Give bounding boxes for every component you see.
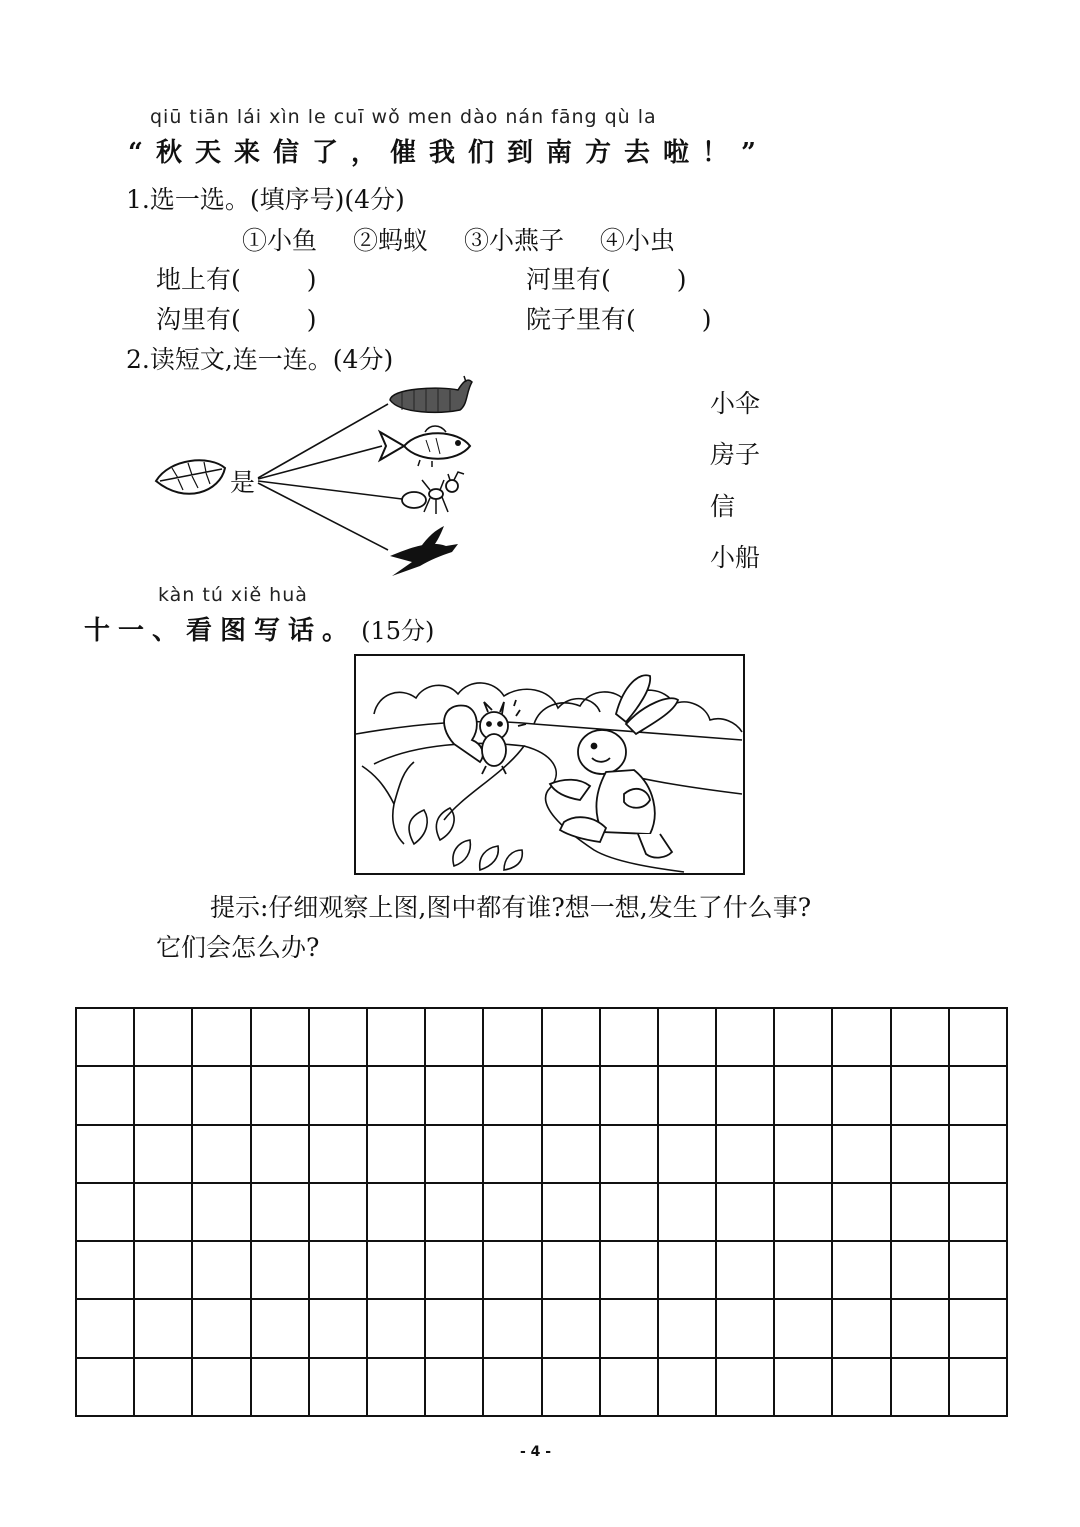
grid-cell[interactable] xyxy=(892,1184,950,1242)
grid-cell[interactable] xyxy=(601,1126,659,1184)
grid-cell[interactable] xyxy=(601,1359,659,1417)
grid-cell[interactable] xyxy=(950,1300,1008,1358)
fish-icon xyxy=(380,426,470,467)
grid-cell[interactable] xyxy=(135,1242,193,1300)
writing-grid xyxy=(75,1007,1008,1417)
grid-cell[interactable] xyxy=(484,1067,542,1125)
paren-close: ) xyxy=(676,265,687,294)
option-3: ③小燕子 xyxy=(463,226,564,255)
grid-cell[interactable] xyxy=(484,1242,542,1300)
grid-cell[interactable] xyxy=(892,1242,950,1300)
grid-cell[interactable] xyxy=(833,1184,891,1242)
grid-cell[interactable] xyxy=(717,1067,775,1125)
grid-cell[interactable] xyxy=(892,1359,950,1417)
grid-cell[interactable] xyxy=(193,1242,251,1300)
grid-cell[interactable] xyxy=(193,1359,251,1417)
blank-ground-label: 地上有( xyxy=(156,265,241,294)
grid-cell[interactable] xyxy=(252,1067,310,1125)
grid-cell[interactable] xyxy=(77,1009,135,1067)
grid-cell[interactable] xyxy=(543,1359,601,1417)
blank-ditch-label: 沟里有( xyxy=(156,305,241,334)
matching-diagram xyxy=(0,0,1080,620)
grid-cell[interactable] xyxy=(543,1126,601,1184)
grid-cell[interactable] xyxy=(368,1242,426,1300)
blank-yard-label: 院子里有( xyxy=(526,305,636,334)
grid-cell[interactable] xyxy=(135,1009,193,1067)
grid-cell[interactable] xyxy=(717,1009,775,1067)
grid-cell[interactable] xyxy=(135,1126,193,1184)
grid-cell[interactable] xyxy=(950,1242,1008,1300)
q2-prompt: 2.读短文,连一连。(4分) xyxy=(126,345,394,374)
grid-cell[interactable] xyxy=(775,1009,833,1067)
grid-cell[interactable] xyxy=(193,1300,251,1358)
grid-cell[interactable] xyxy=(659,1009,717,1067)
grid-cell[interactable] xyxy=(484,1126,542,1184)
grid-cell[interactable] xyxy=(426,1067,484,1125)
grid-cell[interactable] xyxy=(543,1300,601,1358)
grid-cell[interactable] xyxy=(252,1009,310,1067)
paren-close: ) xyxy=(306,265,317,294)
grid-cell[interactable] xyxy=(543,1184,601,1242)
grid-cell[interactable] xyxy=(775,1300,833,1358)
grid-cell[interactable] xyxy=(717,1184,775,1242)
grid-cell[interactable] xyxy=(135,1067,193,1125)
grid-cell[interactable] xyxy=(717,1300,775,1358)
grid-cell[interactable] xyxy=(659,1126,717,1184)
blank-river-label: 河里有( xyxy=(526,265,611,294)
grid-cell[interactable] xyxy=(484,1184,542,1242)
grid-cell[interactable] xyxy=(950,1184,1008,1242)
grid-cell[interactable] xyxy=(310,1300,368,1358)
grid-cell[interactable] xyxy=(484,1359,542,1417)
grid-cell[interactable] xyxy=(950,1009,1008,1067)
grid-cell[interactable] xyxy=(717,1242,775,1300)
grid-cell[interactable] xyxy=(368,1184,426,1242)
grid-cell[interactable] xyxy=(775,1184,833,1242)
grid-cell[interactable] xyxy=(368,1126,426,1184)
grid-cell[interactable] xyxy=(77,1067,135,1125)
grid-cell[interactable] xyxy=(310,1067,368,1125)
grid-cell[interactable] xyxy=(252,1242,310,1300)
leaf-icon xyxy=(156,460,225,493)
swallow-icon xyxy=(390,526,458,576)
passage-pinyin: qiū tiān lái xìn le cuī wǒ men dào nán fāng qù la xyxy=(150,106,657,128)
grid-cell[interactable] xyxy=(77,1126,135,1184)
section11-score: (15分) xyxy=(361,617,435,645)
grid-cell[interactable] xyxy=(193,1184,251,1242)
option-4: ④小虫 xyxy=(599,226,675,255)
grid-cell[interactable] xyxy=(659,1242,717,1300)
option-1: ①小鱼 xyxy=(242,226,318,255)
grid-cell[interactable] xyxy=(77,1300,135,1358)
grid-cell[interactable] xyxy=(310,1359,368,1417)
grid-cell[interactable] xyxy=(775,1242,833,1300)
grid-cell[interactable] xyxy=(833,1242,891,1300)
grid-cell[interactable] xyxy=(659,1359,717,1417)
grid-cell[interactable] xyxy=(135,1184,193,1242)
grid-cell[interactable] xyxy=(601,1009,659,1067)
grid-cell[interactable] xyxy=(775,1126,833,1184)
grid-cell[interactable] xyxy=(892,1126,950,1184)
grid-cell[interactable] xyxy=(601,1067,659,1125)
grid-cell[interactable] xyxy=(426,1184,484,1242)
grid-cell[interactable] xyxy=(659,1067,717,1125)
paren-close: ) xyxy=(701,305,712,334)
passage-text: “秋天来信了，催我们到南方去啦！” xyxy=(128,138,769,168)
grid-cell[interactable] xyxy=(426,1126,484,1184)
grid-cell[interactable] xyxy=(193,1126,251,1184)
hint-line-2: 它们会怎么办? xyxy=(156,933,320,962)
grid-cell[interactable] xyxy=(77,1242,135,1300)
grid-cell[interactable] xyxy=(950,1359,1008,1417)
story-picture xyxy=(354,654,746,876)
grid-cell[interactable] xyxy=(426,1359,484,1417)
grid-cell[interactable] xyxy=(484,1009,542,1067)
grid-cell[interactable] xyxy=(950,1067,1008,1125)
q1-prompt: 1.选一选。(填序号)(4分) xyxy=(126,185,405,214)
grid-cell[interactable] xyxy=(310,1242,368,1300)
grid-cell[interactable] xyxy=(252,1184,310,1242)
grid-cell[interactable] xyxy=(310,1184,368,1242)
subject-word: 是 xyxy=(230,468,256,497)
section11-title: 十一、看图写话。 xyxy=(84,616,357,646)
grid-cell[interactable] xyxy=(543,1242,601,1300)
grid-cell[interactable] xyxy=(368,1009,426,1067)
grid-cell[interactable] xyxy=(426,1242,484,1300)
grid-cell[interactable] xyxy=(310,1126,368,1184)
paren-close: ) xyxy=(306,305,317,334)
grid-cell[interactable] xyxy=(426,1300,484,1358)
grid-cell[interactable] xyxy=(135,1300,193,1358)
answer-house[interactable]: 房子 xyxy=(710,440,761,469)
grid-cell[interactable] xyxy=(601,1242,659,1300)
grid-cell[interactable] xyxy=(717,1126,775,1184)
grid-cell[interactable] xyxy=(833,1067,891,1125)
grid-cell[interactable] xyxy=(833,1359,891,1417)
answer-boat[interactable]: 小船 xyxy=(710,543,761,572)
connector-lines xyxy=(258,404,402,550)
section11-pinyin: kàn tú xiě huà xyxy=(158,584,308,606)
hint-line-1: 提示:仔细观察上图,图中都有谁?想一想,发生了什么事? xyxy=(210,893,812,922)
grid-cell[interactable] xyxy=(77,1359,135,1417)
grid-cell[interactable] xyxy=(950,1126,1008,1184)
caterpillar-icon xyxy=(390,376,472,412)
section11-heading xyxy=(84,610,434,647)
grid-cell[interactable] xyxy=(252,1359,310,1417)
grid-cell[interactable] xyxy=(77,1184,135,1242)
page-number: - 4 - xyxy=(520,1444,552,1460)
option-2: ②蚂蚁 xyxy=(352,226,428,255)
grid-cell[interactable] xyxy=(368,1067,426,1125)
grid-cell[interactable] xyxy=(892,1009,950,1067)
grid-cell[interactable] xyxy=(193,1009,251,1067)
grid-cell[interactable] xyxy=(252,1300,310,1358)
grid-cell[interactable] xyxy=(775,1067,833,1125)
grid-cell[interactable] xyxy=(543,1009,601,1067)
grid-cell[interactable] xyxy=(310,1009,368,1067)
grid-cell[interactable] xyxy=(659,1184,717,1242)
answer-umbrella[interactable]: 小伞 xyxy=(710,389,761,418)
grid-cell[interactable] xyxy=(833,1300,891,1358)
grid-cell[interactable] xyxy=(601,1184,659,1242)
grid-cell[interactable] xyxy=(193,1067,251,1125)
grid-cell[interactable] xyxy=(892,1300,950,1358)
grid-cell[interactable] xyxy=(484,1300,542,1358)
grid-cell[interactable] xyxy=(833,1009,891,1067)
grid-cell[interactable] xyxy=(426,1009,484,1067)
grid-cell[interactable] xyxy=(135,1359,193,1417)
grid-cell[interactable] xyxy=(659,1300,717,1358)
grid-cell[interactable] xyxy=(717,1359,775,1417)
grid-cell[interactable] xyxy=(368,1300,426,1358)
grid-cell[interactable] xyxy=(833,1126,891,1184)
grid-cell[interactable] xyxy=(601,1300,659,1358)
grid-cell[interactable] xyxy=(252,1126,310,1184)
answer-letter[interactable]: 信 xyxy=(710,492,736,521)
ant-icon xyxy=(402,472,464,514)
grid-cell[interactable] xyxy=(543,1067,601,1125)
grid-cell[interactable] xyxy=(892,1067,950,1125)
grid-cell[interactable] xyxy=(775,1359,833,1417)
grid-cell[interactable] xyxy=(368,1359,426,1417)
